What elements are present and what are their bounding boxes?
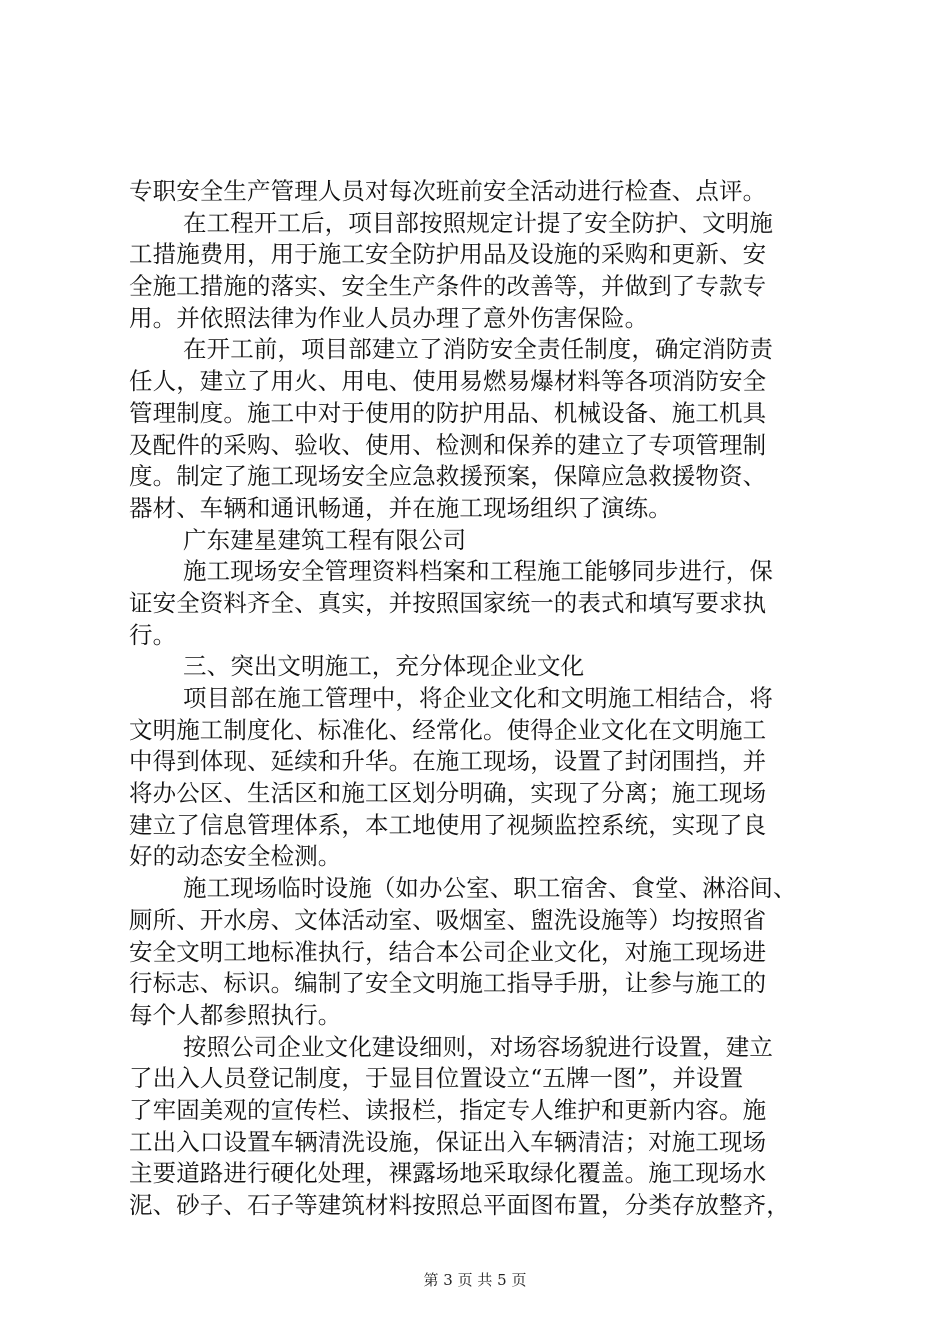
text-line: 了出入人员登记制度，于显目位置设立“五牌一图”，并设置 xyxy=(129,1064,744,1093)
text-line: 及配件的采购、验收、使用、检测和保养的建立了专项管理制 xyxy=(129,430,767,459)
text-line: 建立了信息管理体系，本工地使用了视频监控系统，实现了良 xyxy=(129,810,767,839)
page-footer: 第 3 页 共 5 页 xyxy=(423,1271,527,1289)
text-line: 每个人都参照执行。 xyxy=(129,1000,342,1029)
text-line: 在开工前，项目部建立了消防安全责任制度，确定消防责 xyxy=(183,335,773,364)
text-line: 专职安全生产管理人员对每次班前安全活动进行检查、点评。 xyxy=(129,177,767,205)
text-line: 证安全资料齐全、真实，并按照国家统一的表式和填写要求执 xyxy=(129,588,767,617)
text-line: 按照公司企业文化建设细则，对场容场貌进行设置，建立 xyxy=(183,1032,773,1061)
text-line: 行。 xyxy=(129,620,177,649)
text-line: 文明施工制度化、标准化、经常化。使得企业文化在文明施工 xyxy=(129,715,767,744)
text-line: 将办公区、生活区和施工区划分明确，实现了分离；施工现场 xyxy=(129,779,767,808)
text-line: 厕所、开水房、文体活动室、吸烟室、盥洗设施等）均按照省 xyxy=(129,905,767,934)
document-body xyxy=(129,176,834,1222)
text-line: 项目部在施工管理中，将企业文化和文明施工相结合，将 xyxy=(183,684,773,712)
text-line: 管理制度。施工中对于使用的防护用品、机械设备、施工机具 xyxy=(129,398,767,427)
text-line: 了牢固美观的宣传栏、读报栏，指定专人维护和更新内容。施 xyxy=(129,1095,767,1124)
text-line: 中得到体现、延续和升华。在施工现场，设置了封闭围挡，并 xyxy=(129,747,767,776)
text-line: 工出入口设置车辆清洗设施，保证出入车辆清洁；对施工现场 xyxy=(129,1127,767,1156)
text-line: 全施工措施的落实、安全生产条件的改善等，并做到了专款专 xyxy=(129,272,767,301)
text-line: 泥、砂子、石子等建筑材料按照总平面图布置，分类存放整齐， xyxy=(129,1191,790,1219)
text-line: 施工现场临时设施（如办公室、职工宿舍、食堂、淋浴间、 xyxy=(183,874,797,903)
text-line: 广东建星建筑工程有限公司 xyxy=(183,525,467,554)
text-line: 器材、车辆和通讯畅通，并在施工现场组织了演练。 xyxy=(129,493,672,522)
text-line: 主要道路进行硬化处理，裸露场地采取绿化覆盖。施工现场水 xyxy=(129,1159,767,1188)
text-line: 任人，建立了用火、用电、使用易燃易爆材料等各项消防安全 xyxy=(129,367,767,396)
text-line: 安全文明工地标准执行，结合本公司企业文化，对施工现场进 xyxy=(129,937,767,966)
text-line: 行标志、标识。编制了安全文明施工指导手册，让参与施工的 xyxy=(129,969,767,998)
text-line: 工措施费用，用于施工安全防护用品及设施的采购和更新、安 xyxy=(129,240,767,269)
text-line: 在工程开工后，项目部按照规定计提了安全防护、文明施 xyxy=(183,208,773,237)
text-line: 好的动态安全检测。 xyxy=(129,842,342,871)
text-line: 度。制定了施工现场安全应急救援预案，保障应急救援物资、 xyxy=(129,462,767,491)
text-line: 用。并依照法律为作业人员办理了意外伤害保险。 xyxy=(129,303,649,332)
text-line: 三、突出文明施工，充分体现企业文化 xyxy=(183,652,585,681)
text-line: 施工现场安全管理资料档案和工程施工能够同步进行，保 xyxy=(183,557,773,586)
